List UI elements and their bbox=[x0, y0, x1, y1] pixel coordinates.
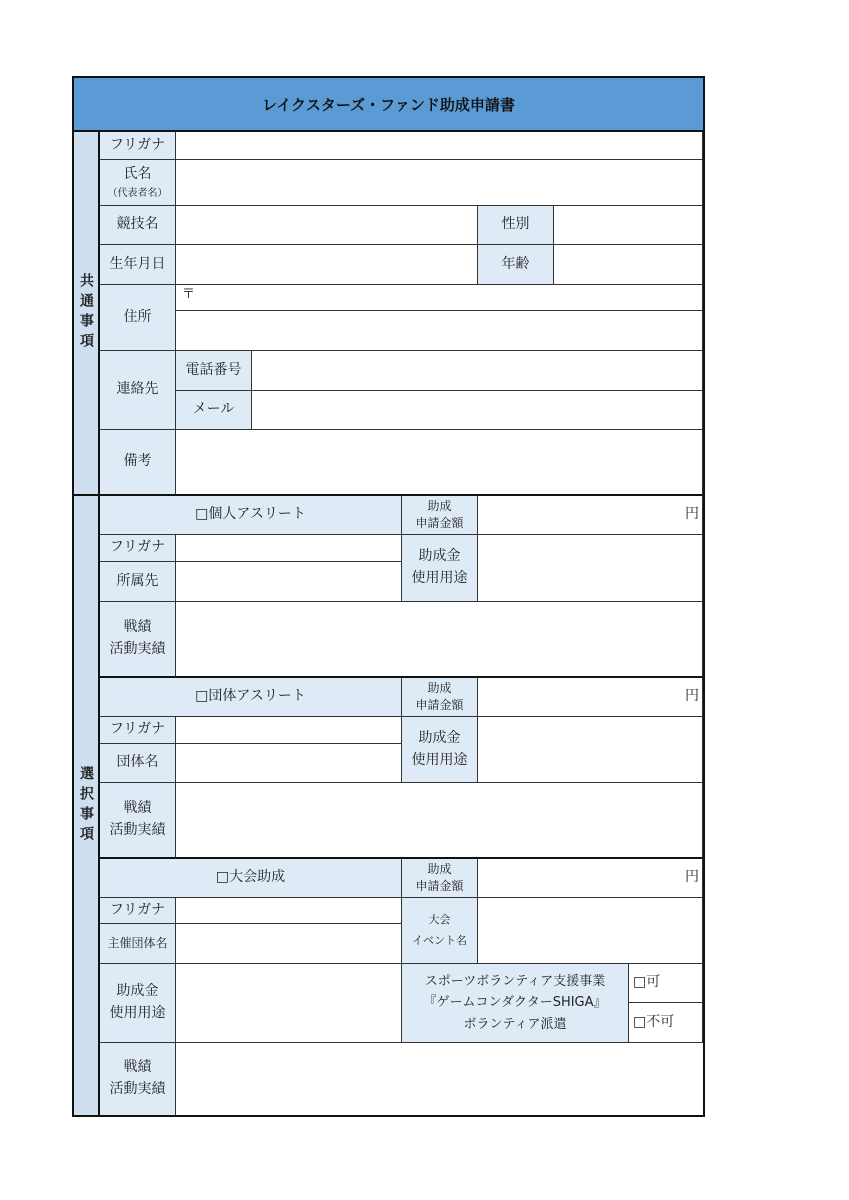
field-furigana[interactable] bbox=[176, 132, 703, 160]
individual-label-record bbox=[100, 602, 176, 678]
event-field-furigana[interactable] bbox=[176, 898, 402, 924]
event-amount-field[interactable] bbox=[478, 859, 703, 898]
label-address: 住所 bbox=[100, 285, 176, 351]
event-option-yes[interactable]: □可 bbox=[629, 964, 703, 1003]
field-name[interactable] bbox=[176, 160, 703, 206]
field-phone[interactable] bbox=[252, 351, 703, 391]
field-email[interactable] bbox=[252, 391, 703, 430]
label-remarks: 備考 bbox=[100, 430, 176, 496]
label-sport: 競技名 bbox=[100, 206, 176, 245]
field-gender[interactable] bbox=[554, 206, 703, 245]
section-label-common: 共通事項 bbox=[74, 132, 100, 496]
event-name-2: イベント名 bbox=[412, 933, 467, 947]
team-field-usage[interactable] bbox=[478, 717, 703, 783]
label-phone: 電話番号 bbox=[176, 351, 252, 391]
section-label-select: 選択事項 bbox=[74, 496, 100, 1115]
event-volunteer-2: 『ゲームコンダクターSHIGA』 bbox=[423, 995, 607, 1011]
team-record-1: 戦績 bbox=[123, 800, 152, 817]
event-record-1: 戦績 bbox=[123, 1059, 152, 1076]
individual-field-usage[interactable] bbox=[478, 535, 703, 602]
event-usage-2: 使用用途 bbox=[109, 1005, 166, 1021]
form-title: レイクスターズ・ファンド助成申請書 bbox=[74, 78, 703, 132]
team-amount-label-2: 申請金額 bbox=[415, 698, 464, 712]
event-usage-1: 助成金 bbox=[116, 983, 159, 1000]
field-postal-code[interactable]: 〒 bbox=[176, 285, 703, 311]
individual-field-affiliation[interactable] bbox=[176, 562, 402, 602]
event-amount-label bbox=[402, 859, 478, 898]
label-birthdate: 生年月日 bbox=[100, 245, 176, 285]
field-sport[interactable] bbox=[176, 206, 478, 245]
event-label-organizer: 主催団体名 bbox=[100, 924, 176, 964]
individual-label-usage bbox=[402, 535, 478, 602]
event-label-record bbox=[100, 1043, 176, 1115]
individual-amount-label bbox=[402, 496, 478, 535]
field-remarks[interactable] bbox=[176, 430, 703, 496]
field-address[interactable] bbox=[176, 311, 703, 351]
event-amount-label-2: 申請金額 bbox=[415, 879, 464, 893]
field-birthdate[interactable] bbox=[176, 245, 478, 285]
label-gender: 性別 bbox=[478, 206, 554, 245]
event-field-organizer[interactable] bbox=[176, 924, 402, 964]
team-amount-field[interactable] bbox=[478, 678, 703, 717]
individual-amount-field[interactable] bbox=[478, 496, 703, 535]
team-amount-label-1: 助成 bbox=[427, 680, 452, 695]
event-name-1: 大会 bbox=[428, 912, 451, 926]
team-header[interactable]: □団体アスリート bbox=[100, 678, 402, 717]
team-label-usage bbox=[402, 717, 478, 783]
individual-label-furigana: フリガナ bbox=[100, 535, 176, 562]
individual-yen-unit: 円 bbox=[685, 506, 699, 523]
application-form bbox=[72, 76, 705, 1117]
label-contact: 連絡先 bbox=[100, 351, 176, 430]
event-amount-label-1: 助成 bbox=[427, 861, 452, 876]
individual-field-furigana[interactable] bbox=[176, 535, 402, 562]
event-volunteer-label bbox=[402, 964, 629, 1043]
individual-amount-label-1: 助成 bbox=[427, 498, 452, 513]
label-furigana: フリガナ bbox=[100, 132, 176, 160]
event-field-record[interactable] bbox=[176, 1043, 703, 1115]
individual-record-1: 戦績 bbox=[123, 619, 152, 636]
event-option-no[interactable]: □不可 bbox=[629, 1003, 703, 1043]
team-field-name[interactable] bbox=[176, 744, 402, 783]
team-field-record[interactable] bbox=[176, 783, 703, 859]
individual-usage-2: 使用用途 bbox=[411, 570, 468, 586]
field-age[interactable] bbox=[554, 245, 703, 285]
individual-label-affiliation: 所属先 bbox=[100, 562, 176, 602]
label-email: メール bbox=[176, 391, 252, 430]
individual-amount-label-2: 申請金額 bbox=[415, 516, 464, 530]
label-age: 年齢 bbox=[478, 245, 554, 285]
event-label-event-name bbox=[402, 898, 478, 964]
individual-usage-1: 助成金 bbox=[418, 548, 461, 565]
label-name-note: （代表者名） bbox=[107, 187, 168, 199]
label-name-text: 氏名 bbox=[123, 165, 152, 182]
team-record-2: 活動実績 bbox=[109, 822, 166, 838]
event-field-event-name[interactable] bbox=[478, 898, 703, 964]
individual-field-record[interactable] bbox=[176, 602, 703, 678]
event-volunteer-3: ボランティア派遣 bbox=[463, 1016, 567, 1032]
team-label-furigana: フリガナ bbox=[100, 717, 176, 744]
team-usage-2: 使用用途 bbox=[411, 751, 468, 768]
event-field-usage[interactable] bbox=[176, 964, 402, 1043]
event-header[interactable]: □大会助成 bbox=[100, 859, 402, 898]
label-name bbox=[100, 160, 176, 206]
team-yen-unit: 円 bbox=[685, 688, 699, 705]
individual-record-2: 活動実績 bbox=[109, 641, 166, 657]
event-label-furigana: フリガナ bbox=[100, 898, 176, 924]
event-label-usage bbox=[100, 964, 176, 1043]
event-volunteer-1: スポーツボランティア支援事業 bbox=[424, 973, 606, 989]
event-record-2: 活動実績 bbox=[109, 1081, 166, 1097]
individual-header[interactable]: □個人アスリート bbox=[100, 496, 402, 535]
event-yen-unit: 円 bbox=[685, 869, 699, 886]
team-field-furigana[interactable] bbox=[176, 717, 402, 744]
team-label-record bbox=[100, 783, 176, 859]
team-label-name: 団体名 bbox=[100, 744, 176, 783]
team-usage-1: 助成金 bbox=[418, 729, 461, 746]
team-amount-label bbox=[402, 678, 478, 717]
